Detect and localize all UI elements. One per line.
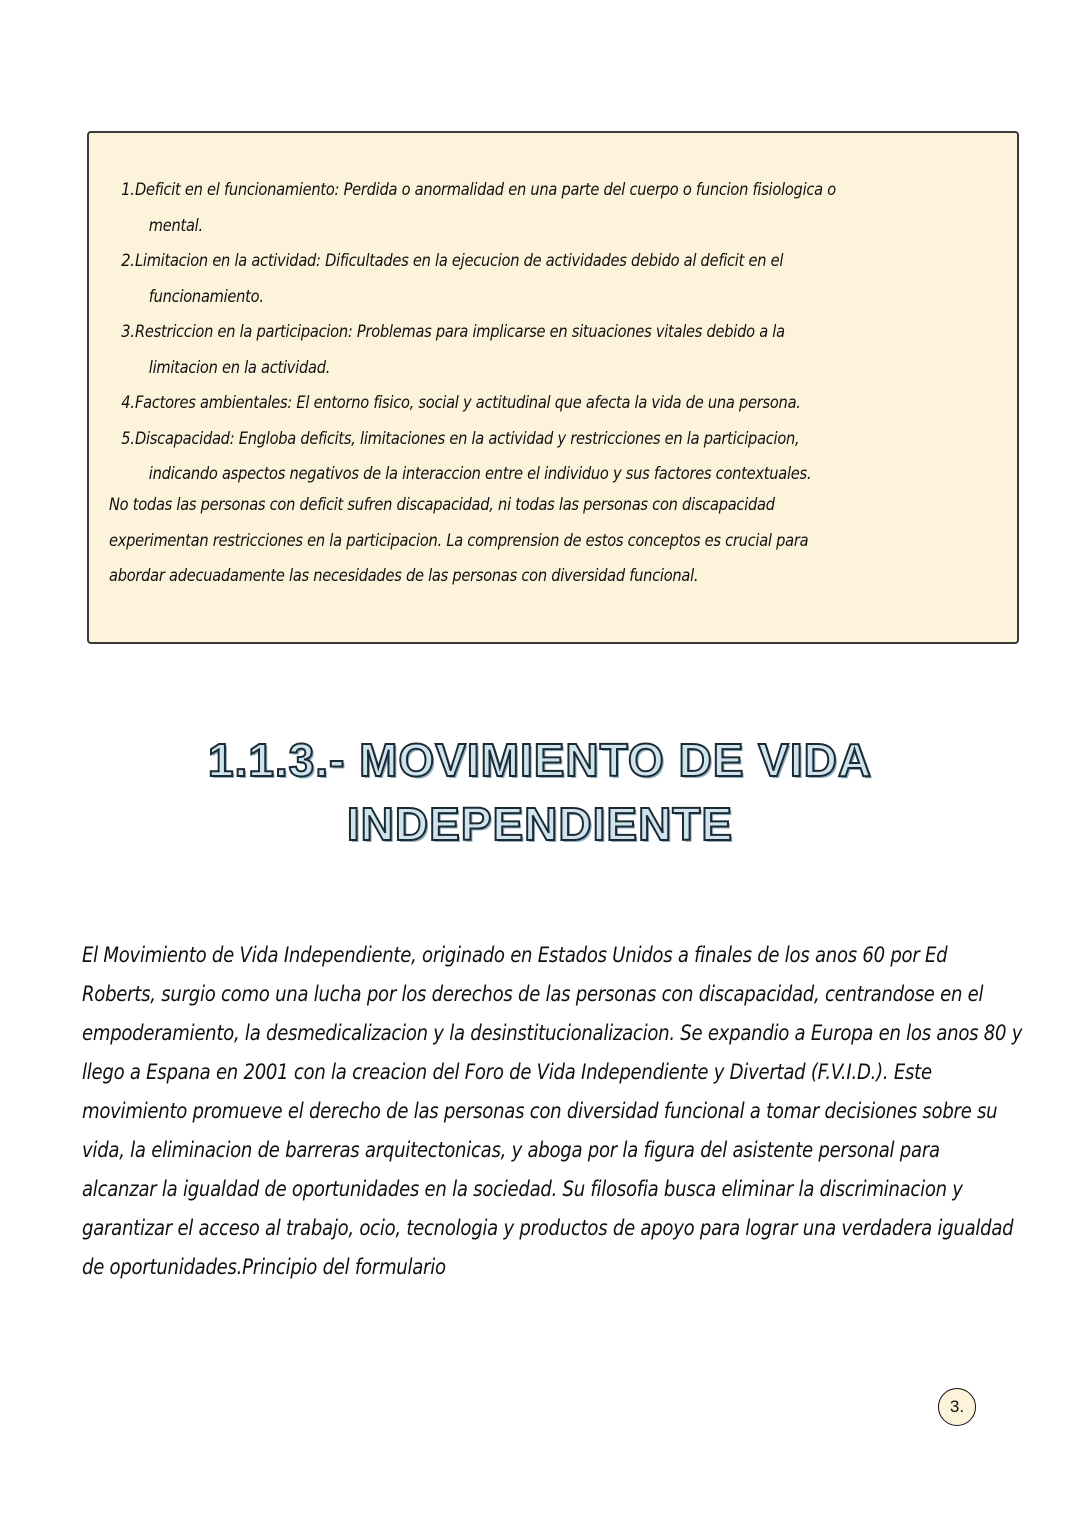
definition-item (121, 317, 836, 388)
section-title-line-2: INDEPENDIENTE (346, 798, 734, 850)
paragraph-line: garantizar el acceso al trabajo, ocio, tecnologia y productos de apoyo para lograr una verdadera igualdad (82, 1216, 1014, 1240)
section-body-paragraph (82, 938, 1022, 1289)
section-title-line-1: 1.1.3.- MOVIMIENTO DE VIDA (207, 734, 873, 786)
item-text-cont: limitacion en la actividad. (148, 357, 331, 378)
item-number: 3. (121, 322, 135, 342)
paragraph-line: movimiento promueve el derecho de las personas con diversidad funcional a tomar decisiones sobre su (82, 1099, 998, 1123)
item-text-cont: mental. (148, 215, 203, 236)
paragraph-line: vida, la eliminacion de barreras arquitectonicas, y aboga por la figura del asistente personal para (82, 1138, 940, 1162)
item-number: 2. (121, 251, 135, 271)
item-number: 1. (121, 180, 135, 200)
item-number: 5. (121, 428, 135, 449)
item-text-cont: indicando aspectos negativos de la interaccion entre el individuo y sus factores contextuales. (148, 464, 812, 484)
paragraph-line: No todas las personas con deficit sufren discapacidad, ni todas las personas con discapacidad (109, 495, 775, 515)
definitions-list (121, 175, 836, 495)
item-number: 4. (121, 393, 135, 413)
paragraph-line: abordar adecuadamente las necesidades de las personas con diversidad funcional. (109, 566, 699, 586)
paragraph-line: El Movimiento de Vida Independiente, originado en Estados Unidos a finales de los anos 60 por Ed (82, 943, 948, 967)
definition-item (121, 388, 836, 424)
definition-item (121, 175, 836, 246)
item-text: Limitacion en la actividad: Dificultades en la ejecucion de actividades debido al deficit en el (135, 251, 784, 271)
item-text: Restriccion en la participacion: Problemas para implicarse en situaciones vitales debido a la (135, 322, 785, 342)
definition-item (121, 424, 836, 495)
paragraph-line: de oportunidades.Principio del formulario (82, 1255, 446, 1279)
paragraph-line: Roberts, surgio como una lucha por los derechos de las personas con discapacidad, centrandose en el (82, 982, 984, 1006)
paragraph-line: llego a Espana en 2001 con la creacion del Foro de Vida Independiente y Divertad (F.V.I.D.). Este (82, 1060, 932, 1084)
definitions-box (87, 131, 1019, 644)
paragraph-line: experimentan restricciones en la participacion. La comprension de estos conceptos es crucial para (109, 530, 809, 551)
definitions-closing-paragraph (109, 490, 808, 597)
definition-item (121, 246, 836, 317)
paragraph-line: empoderamiento, la desmedicalizacion y la desinstitucionalizacion. Se expandio a Europa en los anos 80 y (82, 1021, 1023, 1045)
page-number-badge: 3. (938, 1388, 976, 1426)
item-text: Discapacidad: Engloba deficits, limitaciones en la actividad y restricciones en la participacion, (135, 428, 800, 449)
paragraph-line: alcanzar la igualdad de oportunidades en la sociedad. Su filosofia busca eliminar la discriminacion y (82, 1177, 963, 1201)
item-text-cont: funcionamiento. (148, 286, 264, 307)
item-text: Deficit en el funcionamiento: Perdida o anormalidad en una parte del cuerpo o funcion fisiologica o (135, 180, 836, 200)
item-text: Factores ambientales: El entorno fisico, social y actitudinal que afecta la vida de una persona. (135, 393, 801, 413)
